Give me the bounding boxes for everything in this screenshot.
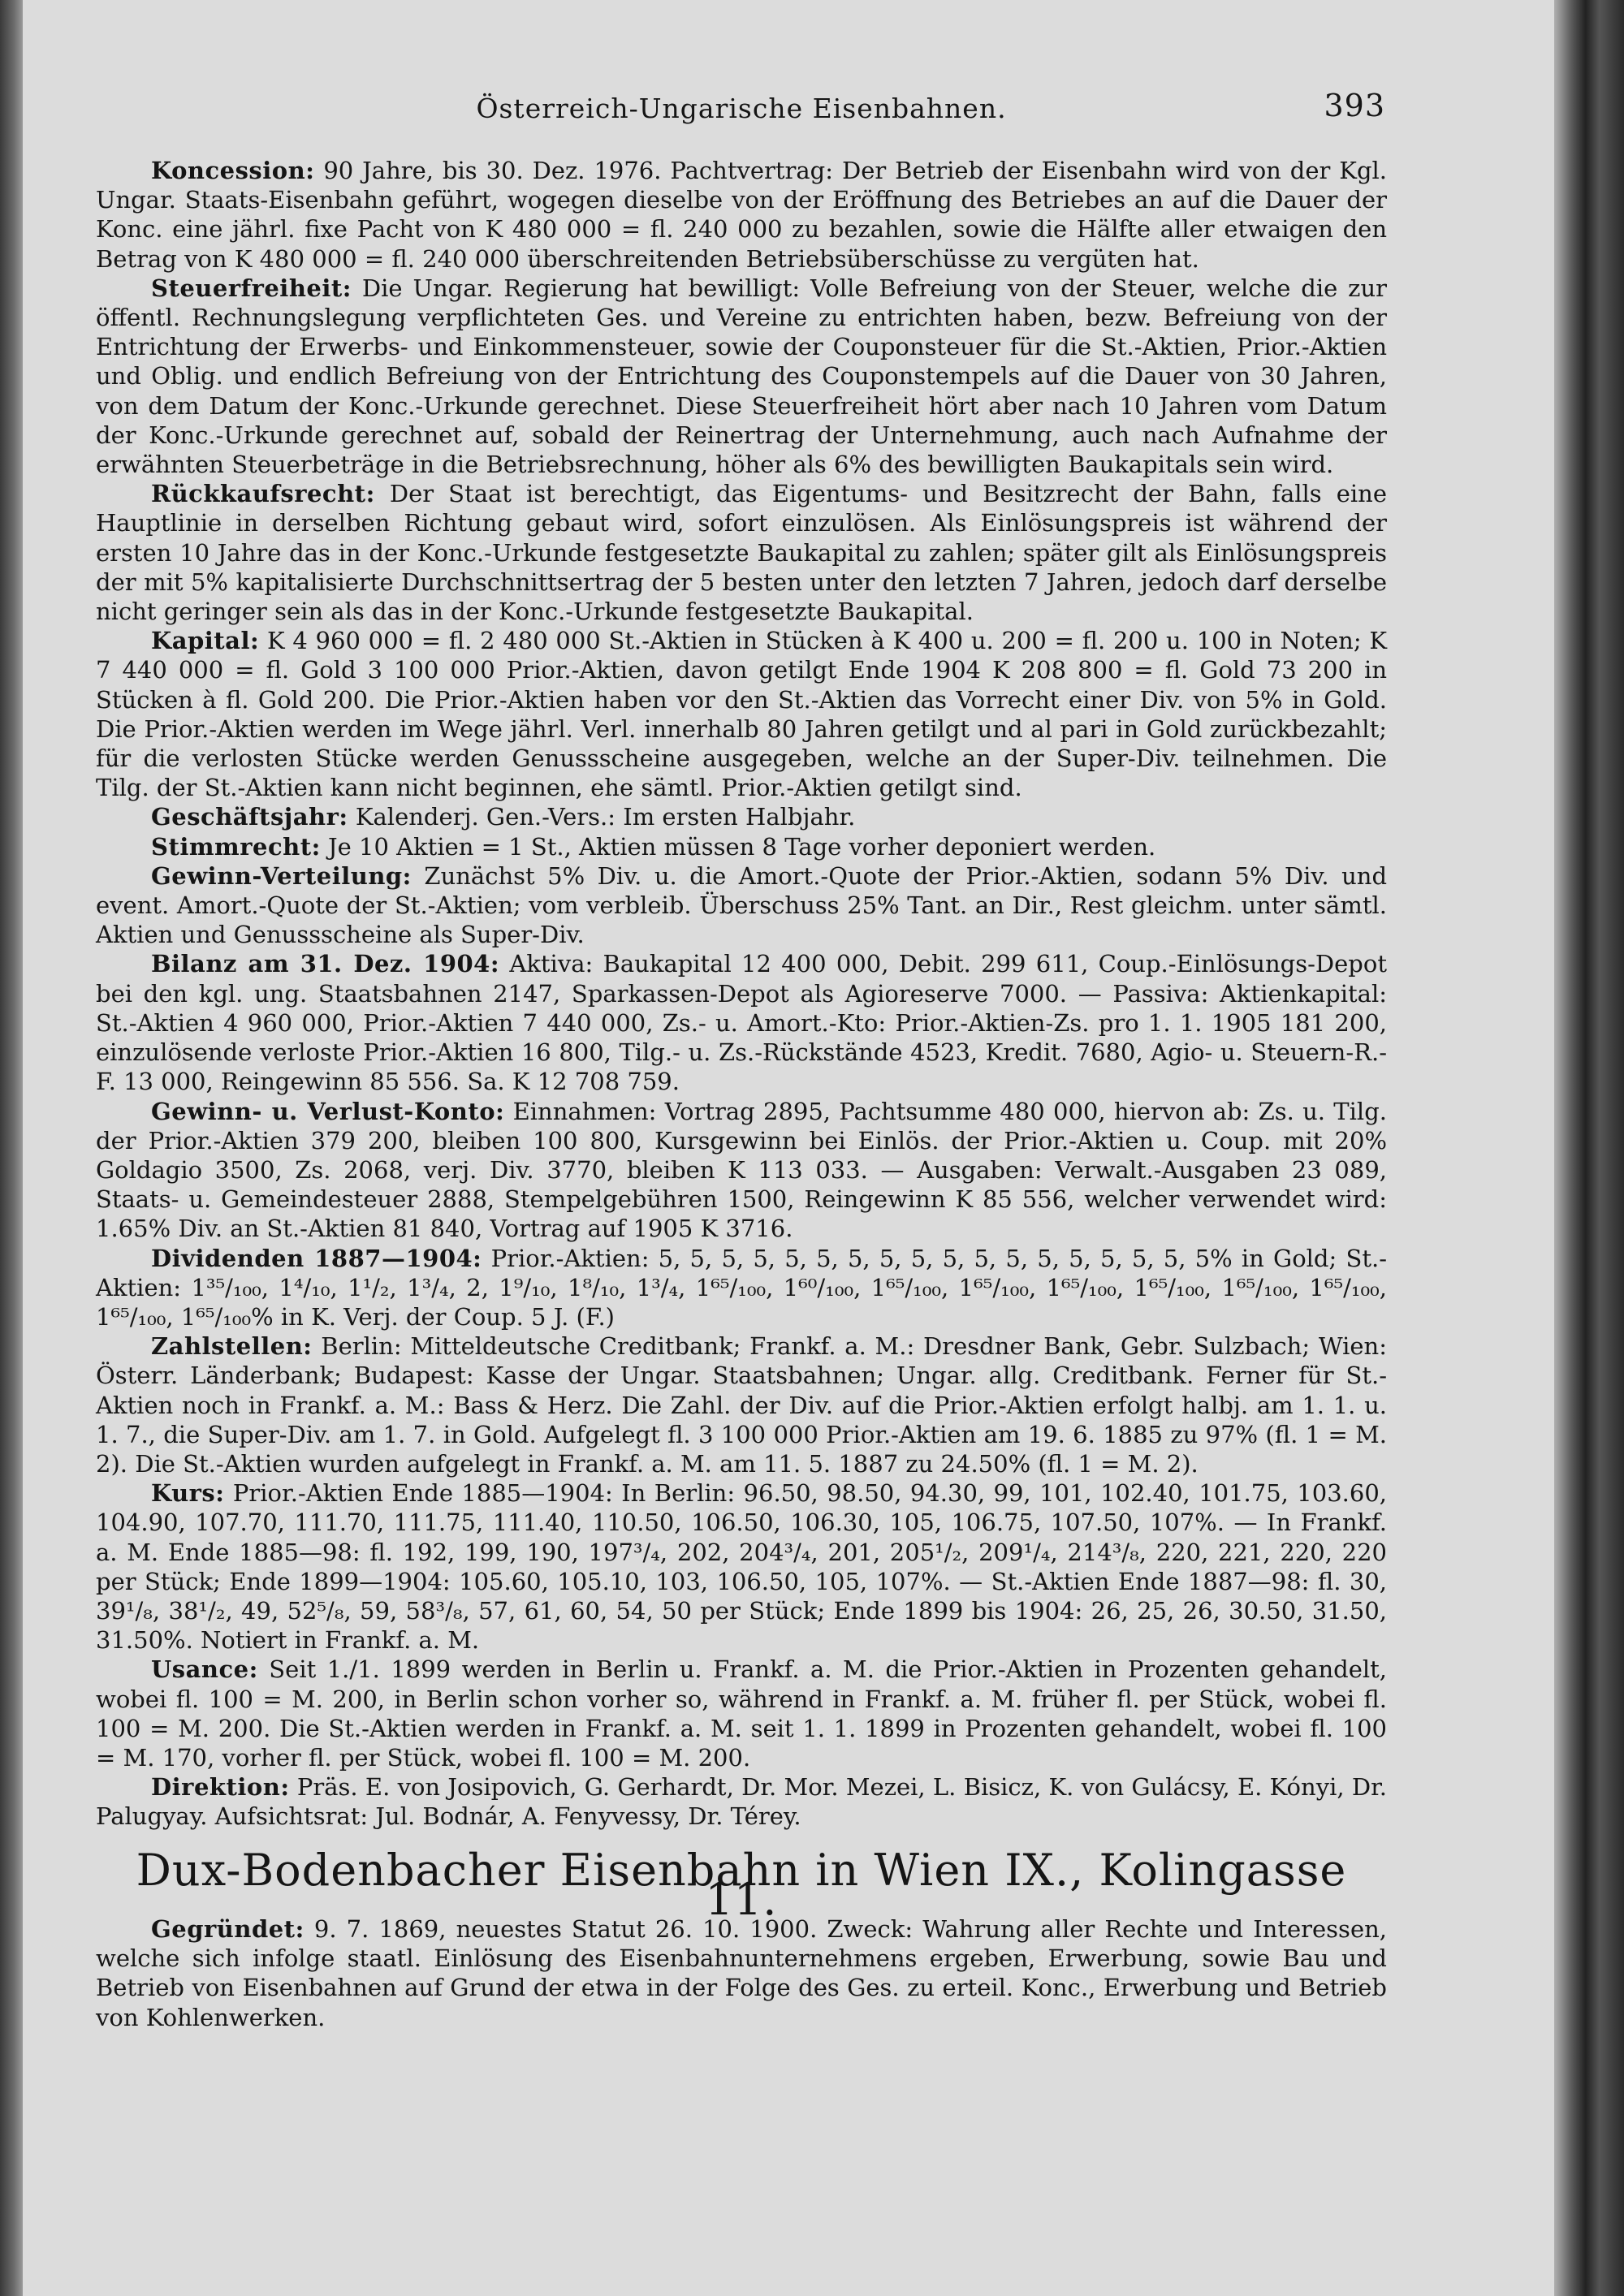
text-steuerfreiheit: Die Ungar. Regierung hat bewilligt: Volle Befreiung von der Steuer, welche die zur öffentl. Rechnungslegung verpflichteten Ges. und Vereine zu entrichten haben, bezw. Befreiung von der Entrichtung der Erwerbs- und Einkommensteuer, sowie der Couponsteuer für die St.-Aktien, Prior.-Aktien und Oblig. und endlich Befreiung von der Entrichtung des Couponstempels auf die Dauer von 30 Jahren, von dem Datum der Konc.-Urkunde gerechnet. Diese Steuerfreiheit hört aber nach 10 Jahren vom Datum der Konc.-Urkunde gerechnet auf, sobald der Reinertrag der Unternehmung, auch nach Aufnahme der erwähnten Steuerbeträge in die Betriebsrechnung, höher als 6% des bewilligten Baukapitals sein wird. bbox=[96, 274, 1388, 479]
text-bilanz: Aktiva: Baukapital 12 400 000, Debit. 299 611, Coup.-Einlösungs-Depot bei den kgl. ung. Staatsbahnen 2147, Sparkassen-Depot als Agioreserve 7000. — Passiva: Aktienkapital: St.-Aktien 4 960 000, Prior.-Aktien 7 440 000, Zs.- u. Amort.-Kto: Prior.-Aktien-Zs. pro 1. 1. 1905 181 200, einzulösende verloste Prior.-Aktien 16 800, Tilg.- u. Zs.-Rückstände 4523, Kredit. 7680, Agio- u. Steuern-R.-F. 13 000, Reingewinn 85 556. Sa. K 12 708 759. bbox=[96, 950, 1387, 1096]
label-stimmrecht: Stimmrecht: bbox=[151, 832, 321, 861]
paragraph-rueckkaufsrecht bbox=[96, 479, 1387, 626]
label-geschaeftsjahr: Geschäftsjahr: bbox=[151, 803, 348, 831]
paragraph-zahlstellen bbox=[96, 1331, 1387, 1478]
page-edge-shadow bbox=[1554, 0, 1624, 2296]
company-heading: Dux-Bodenbacher Eisenbahn in Wien IX., Kolingasse 11. bbox=[136, 1844, 1347, 1925]
paragraph-usance bbox=[96, 1655, 1387, 1772]
text-kurs: Prior.-Aktien Ende 1885—1904: In Berlin: 96.50, 98.50, 94.30, 99, 101, 102.40, 101.75, 103.60, 104.90, 107.70, 111.70, 111.75, 111.40, 110.50, 106.50, 106.30, 105, 106.75, 107.50, 107%. — In Frankf. a. M. Ende 1885—98: fl. 192, 199, 190, 197³/₄, 202, 204³/₄, 201, 205¹/₂, 209¹/₄, 214³/₈, 220, 221, 220, 220 per Stück; Ende 1899—1904: 105.60, 105.10, 103, 106.50, 105, 107%. — St.-Aktien Ende 1887—98: fl. 30, 39¹/₈, 38¹/₂, 49, 52⁵/₈, 59, 58³/₈, 57, 61, 60, 54, 50 per Stück; Ende 1899 bis 1904: 26, 25, 26, 30.50, 31.50, 31.50%. Notiert in Frankf. a. M. bbox=[96, 1479, 1388, 1655]
paragraph-kurs bbox=[96, 1478, 1387, 1655]
label-bilanz: Bilanz am 31. Dez. 1904: bbox=[151, 950, 500, 978]
text-gegruendet: 9. 7. 1869, neuestes Statut 26. 10. 1900. Zweck: Wahrung aller Rechte und Interessen, welche sich infolge staatl. Einlösung des Eisenbahnunternehmens ergeben, Erwerbung, sowie Bau und Betrieb von Eisenbahnen auf Grund der etwa in der Folge des Ges. zu erteil. Konc., Erwerbung und Betrieb von Kohlenwerken. bbox=[96, 1914, 1388, 2031]
text-dividenden: Prior.-Aktien: 5, 5, 5, 5, 5, 5, 5, 5, 5, 5, 5, 5, 5, 5, 5, 5, 5, 5% in Gold; St.-Aktien: 1³⁵/₁₀₀, 1⁴/₁₀, 1¹/₂, 1³/₄, 2, 1⁹/₁₀, 1⁸/₁₀, 1³/₄, 1⁶⁵/₁₀₀, 1⁶⁰/₁₀₀, 1⁶⁵/₁₀₀, 1⁶⁵/₁₀₀, 1⁶⁵/₁₀₀, 1⁶⁵/₁₀₀, 1⁶⁵/₁₀₀, 1⁶⁵/₁₀₀, 1⁶⁵/₁₀₀, 1⁶⁵/₁₀₀% in K. Verj. der Coup. 5 J. (F.) bbox=[96, 1244, 1388, 1331]
label-gegruendet: Gegründet: bbox=[151, 1914, 304, 1943]
label-direktion: Direktion: bbox=[151, 1773, 290, 1802]
text-geschaeftsjahr: Kalenderj. Gen.-Vers.: Im ersten Halbjahr. bbox=[355, 803, 856, 831]
label-dividenden: Dividenden 1887—1904: bbox=[151, 1244, 482, 1272]
paragraph-kapital bbox=[96, 626, 1387, 802]
label-gewinn-verteilung: Gewinn-Verteilung: bbox=[151, 861, 412, 890]
label-gewinn-verlust: Gewinn- u. Verlust-Konto: bbox=[151, 1097, 505, 1125]
text-rueckkaufsrecht: Der Staat ist berechtigt, das Eigentums- und Besitzrecht der Bahn, falls eine Hauptlinie in derselben Richtung gebaut wird, sofort einzulösen. Als Einlösungspreis ist während der ersten 10 Jahre das in der Konc.-Urkunde festgesetzte Baukapital zu zahlen; später gilt als Einlösungspreis der mit 5% kapitalisierte Durchschnittsertrag der 5 besten unter den letzten 7 Jahren, jedoch darf derselbe nicht geringer sein als das in der Konc.-Urkunde festgesetzte Baukapital. bbox=[96, 480, 1387, 626]
paragraph-gegruendet bbox=[96, 1914, 1387, 2032]
label-kapital: Kapital: bbox=[151, 627, 260, 655]
body-text bbox=[96, 156, 1387, 2032]
label-usance: Usance: bbox=[151, 1655, 258, 1684]
label-rueckkaufsrecht: Rückkaufsrecht: bbox=[151, 480, 375, 508]
text-direktion: Präs. E. von Josipovich, G. Gerhardt, Dr. Mor. Mezei, L. Bisicz, K. von Gulácsy, E. Kónyi, Dr. Palugyay. Aufsichtsrat: Jul. Bodnár, A. Fenyvessy, Dr. Térey. bbox=[96, 1773, 1387, 1831]
text-kapital: K 4 960 000 = fl. 2 480 000 St.-Aktien in Stücken à K 400 u. 200 = fl. 200 u. 100 in Noten; K 7 440 000 = fl. Gold 3 100 000 Prior.-Aktien, davon getilgt Ende 1904 K 208 800 = fl. Gold 73 200 in Stücken à fl. Gold 200. Die Prior.-Aktien haben vor den St.-Aktien das Vorrecht einer Div. von 5% in Gold. Die Prior.-Aktien werden im Wege jährl. Verl. innerhalb 80 Jahren getilgt und al pari in Gold zurückbezahlt; für die verlosten Stücke werden Genussscheine ausgegeben, welche an der Super-Div. teilnehmen. Die Tilg. der St.-Aktien kann nicht beginnen, ehe sämtl. Prior.-Aktien getilgt sind. bbox=[96, 627, 1387, 802]
text-gewinn-verteilung: Zunächst 5% Div. u. die Amort.-Quote der Prior.-Aktien, sodann 5% Div. und event. Amort.-Quote der St.-Aktien; vom verbleib. Überschuss 25% Tant. an Dir., Rest gleichm. unter sämtl. Aktien und Genussscheine als Super-Div. bbox=[96, 861, 1388, 949]
paragraph-koncession bbox=[96, 156, 1387, 274]
label-zahlstellen: Zahlstellen: bbox=[151, 1332, 313, 1361]
text-stimmrecht: Je 10 Aktien = 1 St., Aktien müssen 8 Tage vorher deponiert werden. bbox=[328, 832, 1156, 861]
paragraph-bilanz bbox=[96, 949, 1387, 1096]
text-koncession: 90 Jahre, bis 30. Dez. 1976. Pachtvertrag: Der Betrieb der Eisenbahn wird von der Kgl. Ungar. Staats-Eisenbahn geführt, wogegen dieselbe von der Eröffnung des Betriebes an auf die Dauer der Konc. eine jährl. fixe Pacht von K 480 000 = fl. 240 000 zu bezahlen, sowie die Hälfte aller etwaigen den Betrag von K 480 000 = fl. 240 000 überschreitenden Betriebsüberschüsse zu vergüten hat. bbox=[96, 157, 1388, 273]
paragraph-geschaeftsjahr bbox=[96, 802, 1387, 831]
paragraph-gewinn-verlust bbox=[96, 1097, 1387, 1244]
paragraph-gewinn-verteilung bbox=[96, 861, 1387, 950]
text-usance: Seit 1./1. 1899 werden in Berlin u. Frankf. a. M. die Prior.-Aktien in Prozenten gehandelt, wobei fl. 100 = M. 200, in Berlin schon vorher so, während in Frankf. a. M. früher fl. per Stück, wobei fl. 100 = M. 200. Die St.-Aktien werden in Frankf. a. M. seit 1. 1. 1899 in Prozenten gehandelt, wobei fl. 100 = M. 170, vorher fl. per Stück, wobei fl. 100 = M. 200. bbox=[96, 1655, 1388, 1772]
label-koncession: Koncession: bbox=[151, 157, 315, 184]
paragraph-steuerfreiheit bbox=[96, 274, 1387, 479]
running-head bbox=[96, 88, 1387, 133]
label-kurs: Kurs: bbox=[151, 1479, 225, 1508]
label-steuerfreiheit: Steuerfreiheit: bbox=[151, 274, 352, 302]
paragraph-direktion bbox=[96, 1772, 1387, 1831]
text-gewinn-verlust: Einnahmen: Vortrag 2895, Pachtsumme 480 000, hiervon ab: Zs. u. Tilg. der Prior.-Aktien 379 200, bleiben 100 800, Kursgewinn bei Einlös. der Prior.-Aktien u. Coup. mit 20% Goldagio 3500, Zs. 2068, verj. Div. 3770, bleiben K 113 033. — Ausgaben: Verwalt.-Ausgaben 23 089, Staats- u. Gemeindesteuer 2888, Stempelgebühren 1500, Reingewinn K 85 556, welcher verwendet wird: 1.65% Div. an St.-Aktien 81 840, Vortrag auf 1905 K 3716. bbox=[96, 1097, 1387, 1243]
book-gutter-shadow bbox=[0, 0, 23, 2296]
text-zahlstellen: Berlin: Mitteldeutsche Creditbank; Frankf. a. M.: Dresdner Bank, Gebr. Sulzbach; Wien: Österr. Länderbank; Budapest: Kasse der Ungar. Staatsbahnen; Ungar. allg. Creditbank. Ferner für St.-Aktien noch in Frankf. a. M.: Bass & Herz. Die Zahl. der Div. auf die Prior.-Aktien erfolgt halbj. am 1. 1. u. 1. 7., die Super-Div. am 1. 7. in Gold. Aufgelegt fl. 3 100 000 Prior.-Aktien am 19. 6. 1885 zu 97% (fl. 1 = M. 2). Die St.-Aktien wurden aufgelegt in Frankf. a. M. am 11. 5. 1887 zu 24.50% (fl. 1 = M. 2). bbox=[96, 1332, 1388, 1478]
page-content bbox=[96, 88, 1387, 2032]
paragraph-dividenden bbox=[96, 1244, 1387, 1332]
running-title: Österreich-Ungarische Eisenbahnen. bbox=[476, 93, 1007, 124]
page-number: 393 bbox=[1324, 88, 1385, 123]
paragraph-stimmrecht bbox=[96, 832, 1387, 861]
